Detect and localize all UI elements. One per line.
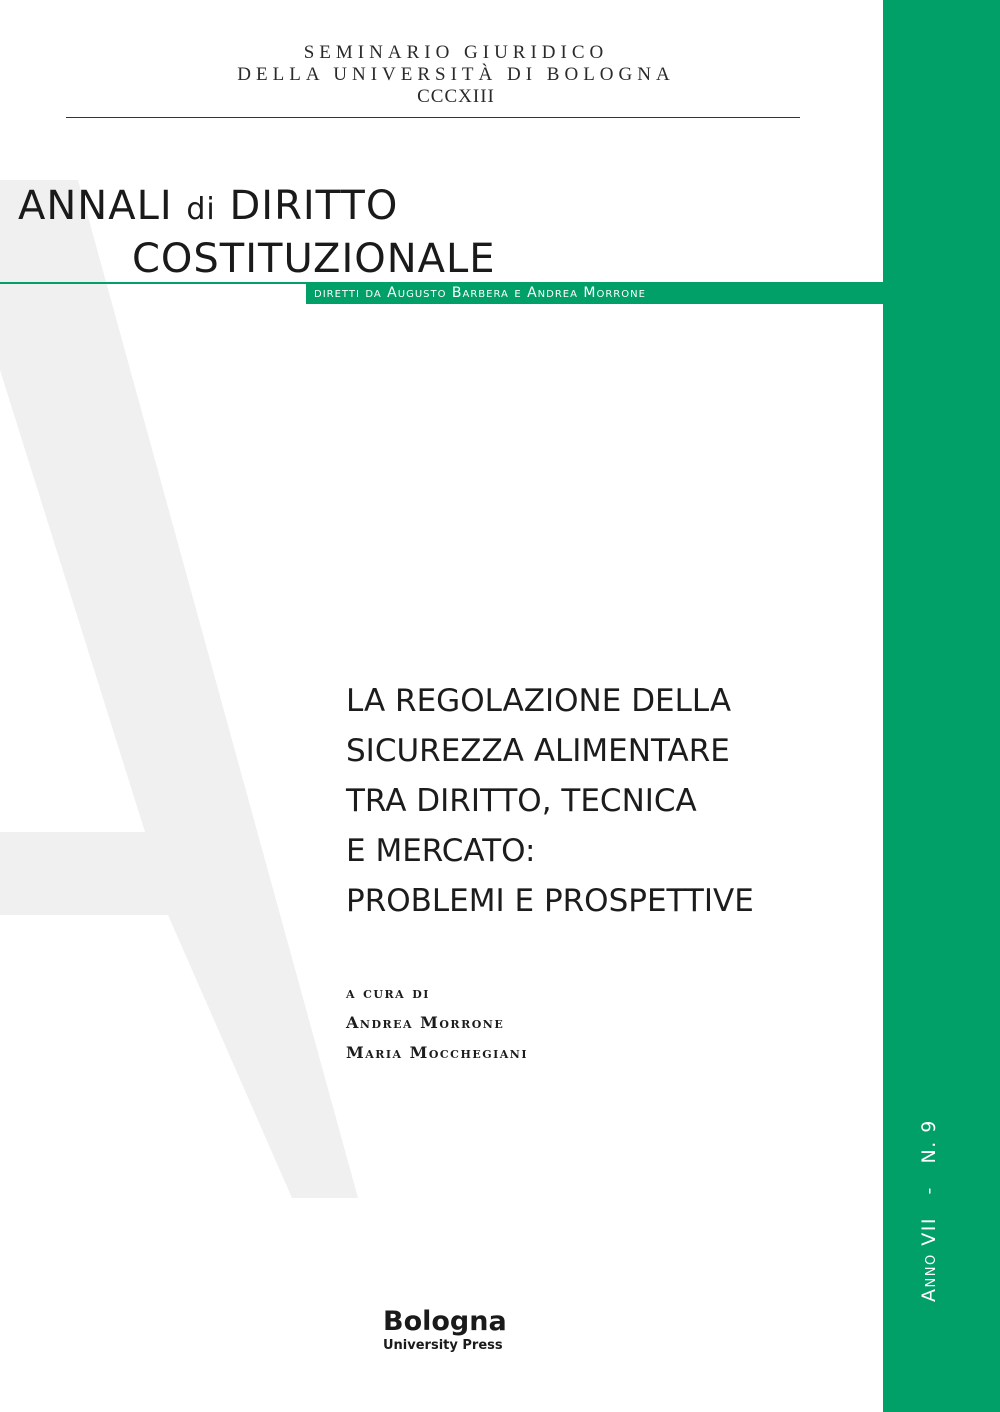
publisher-subtitle: University Press bbox=[383, 1338, 503, 1353]
series-title-line-1 bbox=[18, 184, 398, 232]
book-title-line: E MERCATO: bbox=[346, 833, 536, 869]
curators-block bbox=[346, 978, 528, 1068]
series-editors: diretti da Augusto Barbera e Andrea Morrone bbox=[314, 285, 646, 301]
green-spine-band bbox=[883, 0, 1000, 1412]
book-title bbox=[346, 676, 876, 926]
seminar-line-2: DELLA UNIVERSITÀ DI BOLOGNA bbox=[237, 64, 675, 85]
series-title-diritto: DIRITTO bbox=[229, 183, 399, 229]
series-number: CCCXIII bbox=[417, 86, 495, 107]
seminar-line-1: SEMINARIO GIURIDICO bbox=[303, 42, 609, 63]
curator-name: Maria Mocchegiani bbox=[346, 1043, 528, 1062]
issue-label: Anno VII - N. 9 bbox=[918, 1119, 940, 1302]
publisher-logo bbox=[383, 1306, 507, 1354]
book-title-line: SICUREZZA ALIMENTARE bbox=[346, 733, 730, 769]
header-divider bbox=[66, 117, 800, 118]
book-title-line: TRA DIRITTO, TECNICA bbox=[346, 783, 697, 819]
series-title-line-2: COSTITUZIONALE bbox=[132, 236, 496, 282]
book-title-line: PROBLEMI E PROSPETTIVE bbox=[346, 883, 754, 919]
series-title-annali: ANNALI bbox=[18, 183, 173, 229]
book-title-line: LA REGOLAZIONE DELLA bbox=[346, 683, 732, 719]
publisher-name: Bologna bbox=[383, 1306, 507, 1337]
series-title-connector: di bbox=[186, 192, 216, 227]
curated-by-label: a cura di bbox=[346, 983, 430, 1002]
curator-name: Andrea Morrone bbox=[346, 1013, 505, 1032]
